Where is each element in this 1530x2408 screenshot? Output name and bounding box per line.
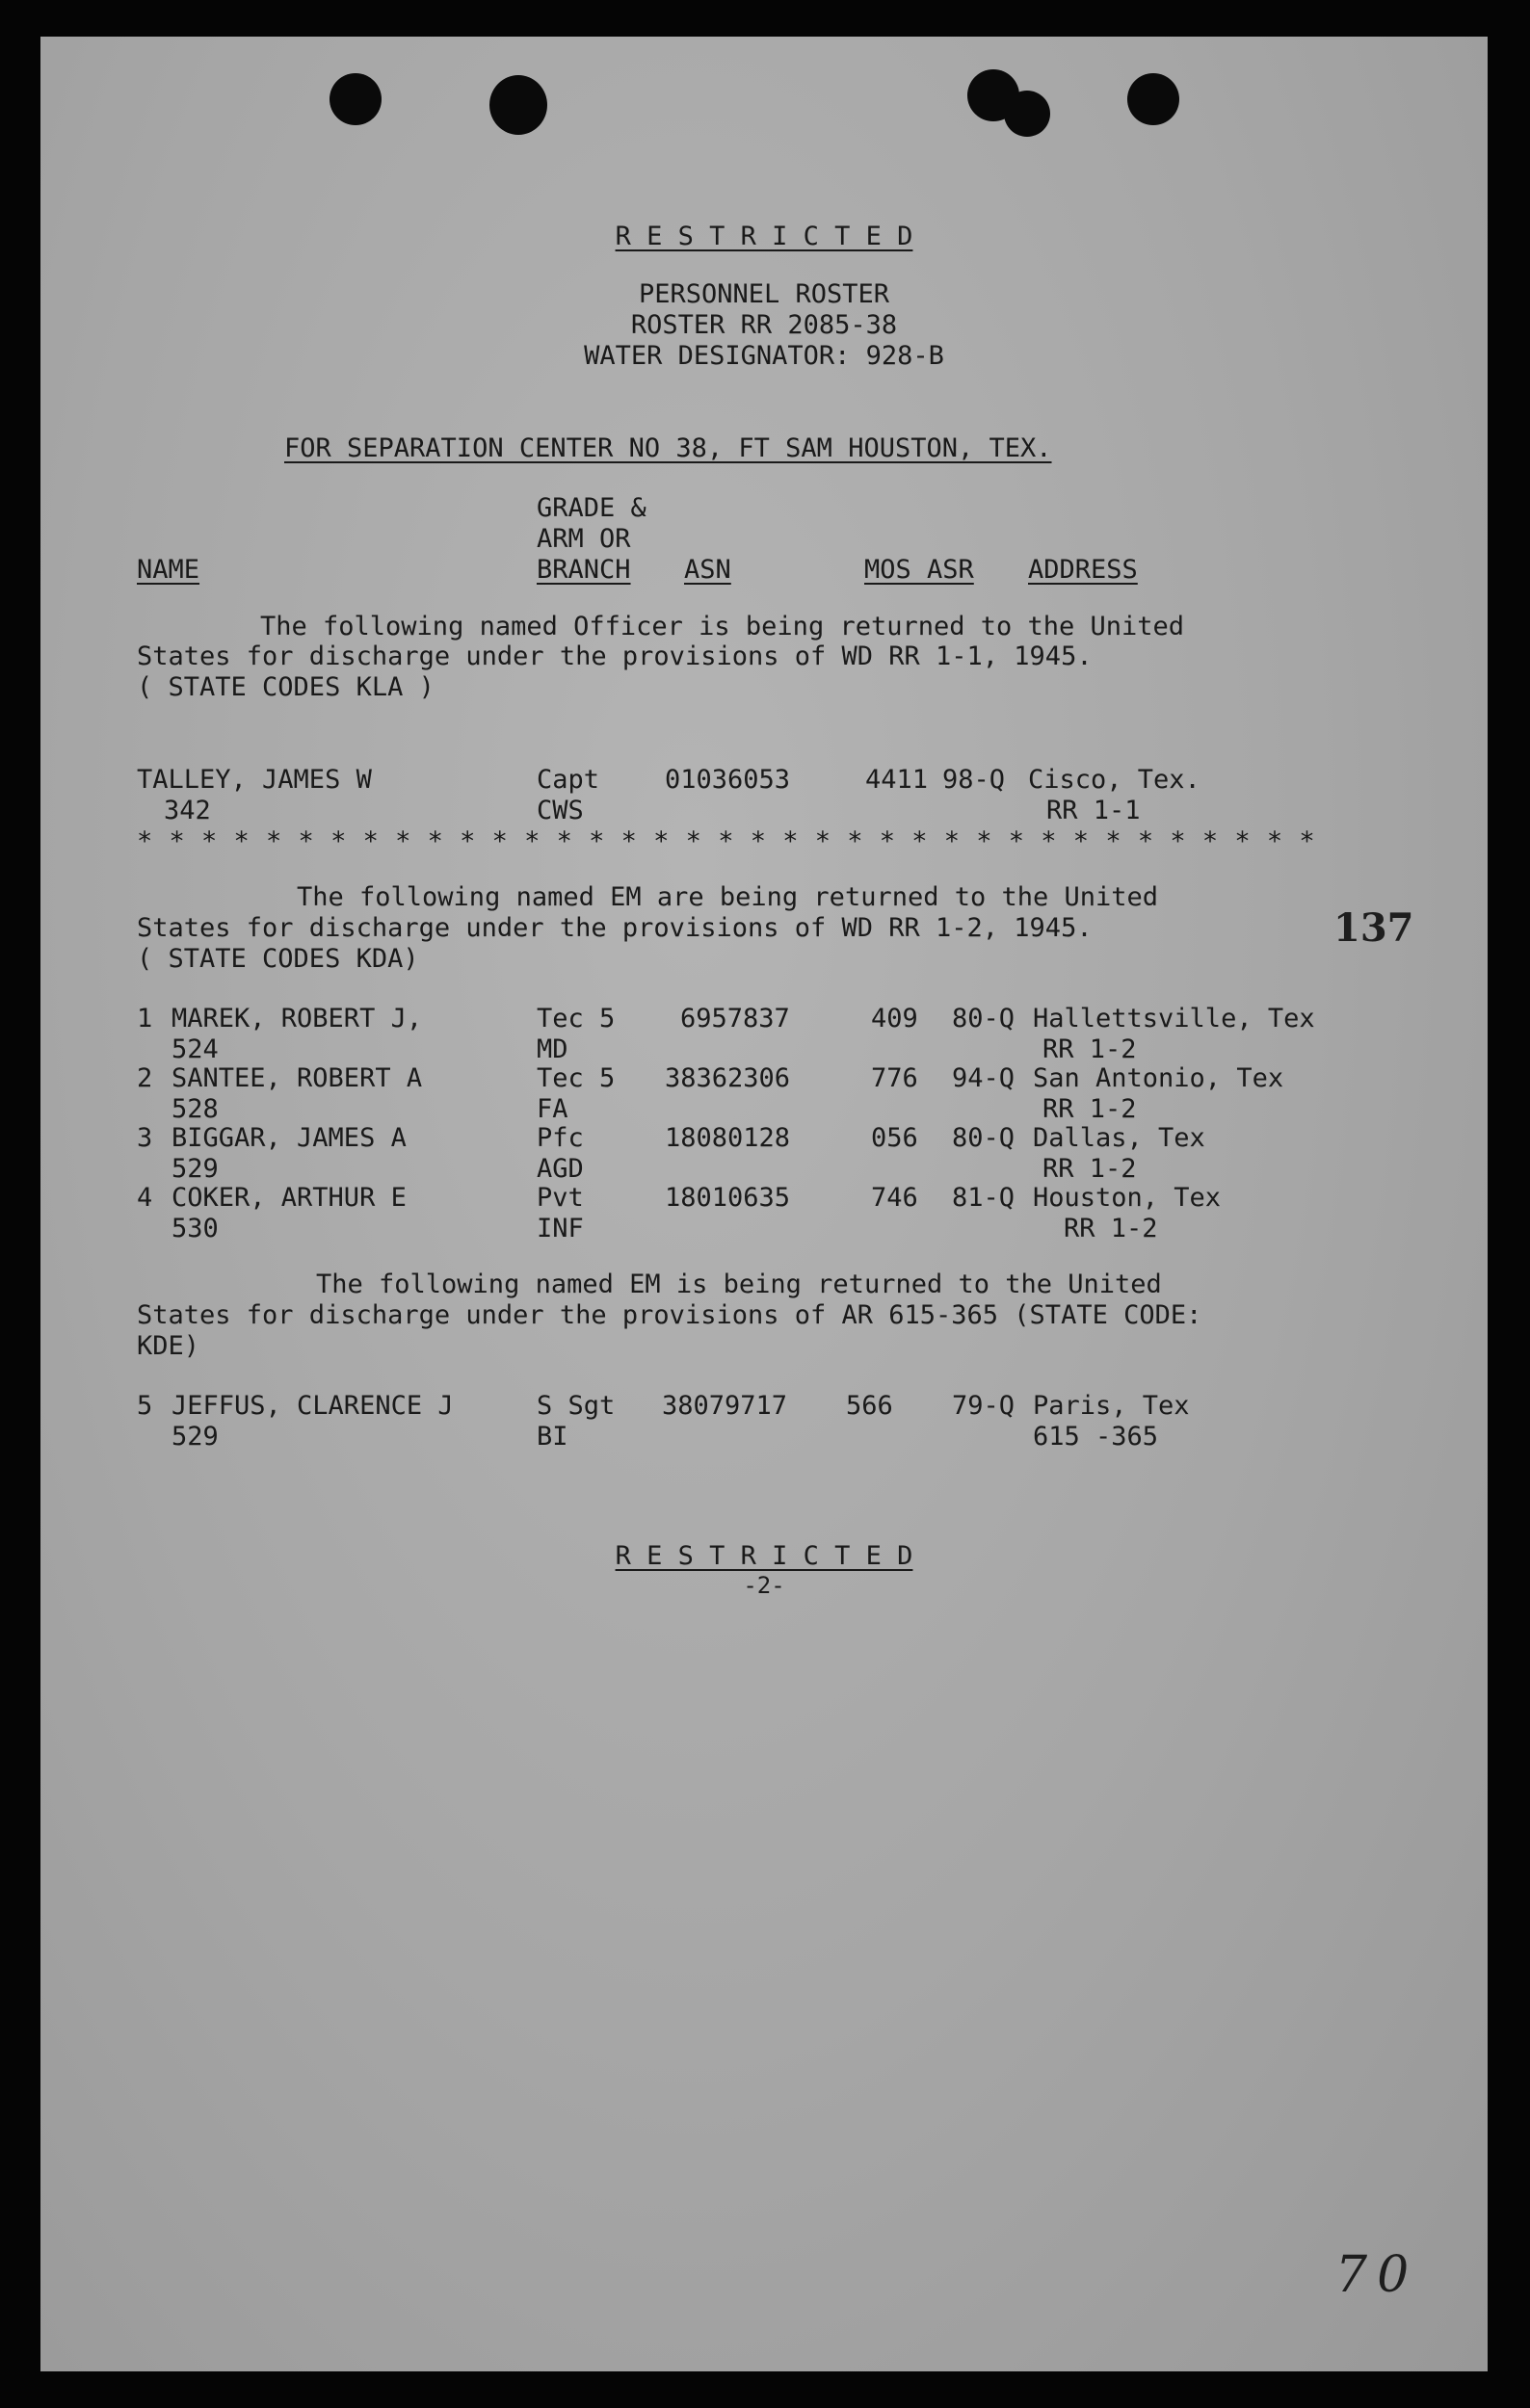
entry-branch: CWS xyxy=(537,796,584,825)
footer-page-number: -2- xyxy=(743,1572,785,1599)
entry-name: JEFFUS, CLARENCE J xyxy=(171,1391,454,1421)
entry-name: SANTEE, ROBERT A xyxy=(171,1063,423,1093)
entry-asr: 80-Q xyxy=(952,1004,1016,1034)
entry-code: 528 xyxy=(171,1094,219,1124)
section-intro-line: ( STATE CODES KLA ) xyxy=(137,672,435,702)
punch-hole xyxy=(1127,73,1179,125)
entry-authority: 615 -365 xyxy=(1033,1422,1159,1452)
entry-code: 342 xyxy=(164,796,211,825)
entry-code: 529 xyxy=(171,1422,219,1452)
water-designator: WATER DESIGNATOR: 928-B xyxy=(584,341,944,371)
entry-number: 1 xyxy=(137,1004,153,1034)
entry-authority: RR 1-2 xyxy=(1042,1094,1137,1124)
entry-address: Houston, Tex xyxy=(1033,1183,1222,1213)
column-mos-asr: MOS ASR xyxy=(864,555,974,585)
entry-number: 2 xyxy=(137,1063,153,1093)
column-asn: ASN xyxy=(684,555,731,585)
entry-mos: 4411 xyxy=(865,765,929,795)
entry-asr: 80-Q xyxy=(952,1123,1016,1153)
entry-code: 529 xyxy=(171,1154,219,1184)
section-intro-line: States for discharge under the provisions of WD RR 1-1, 1945. xyxy=(137,641,1093,671)
entry-asn: 38079717 xyxy=(662,1391,788,1421)
restricted-footer: R E S T R I C T E D xyxy=(615,1541,913,1571)
entry-asn: 6957837 xyxy=(680,1004,790,1034)
entry-grade: Tec 5 xyxy=(537,1063,616,1093)
entry-grade: Pvt xyxy=(537,1183,584,1213)
punch-hole xyxy=(489,75,547,135)
entry-asn: 38362306 xyxy=(665,1063,791,1093)
entry-name: BIGGAR, JAMES A xyxy=(171,1123,407,1153)
entry-asn: 18080128 xyxy=(665,1123,791,1153)
punch-hole xyxy=(330,73,382,125)
column-name: NAME xyxy=(137,555,200,585)
roster-title: PERSONNEL ROSTER xyxy=(638,279,890,309)
entry-asn: 01036053 xyxy=(665,765,791,795)
entry-authority: RR 1-2 xyxy=(1064,1214,1158,1243)
handwritten-page-number: 137 xyxy=(1333,905,1414,951)
entry-mos: 776 xyxy=(871,1063,918,1093)
entry-asr: 81-Q xyxy=(952,1183,1016,1213)
entry-branch: MD xyxy=(537,1034,568,1064)
section-intro-line: KDE) xyxy=(137,1331,200,1361)
entry-number: 3 xyxy=(137,1123,153,1153)
entry-address: Cisco, Tex. xyxy=(1028,765,1200,795)
entry-code: 524 xyxy=(171,1034,219,1064)
restricted-header: R E S T R I C T E D xyxy=(615,222,913,251)
entry-mos: 746 xyxy=(871,1183,918,1213)
entry-authority: RR 1-2 xyxy=(1042,1154,1137,1184)
separation-center-heading: FOR SEPARATION CENTER NO 38, FT SAM HOUSTON, TEX. xyxy=(284,433,1052,463)
punch-hole xyxy=(1004,91,1050,137)
entry-authority: RR 1-2 xyxy=(1042,1034,1137,1064)
entry-branch: BI xyxy=(537,1422,568,1452)
document-page xyxy=(40,37,1488,2371)
roster-number: ROSTER RR 2085-38 xyxy=(630,310,898,340)
entry-grade: Pfc xyxy=(537,1123,584,1153)
column-grade-line2: ARM OR xyxy=(537,524,631,554)
entry-asn: 18010635 xyxy=(665,1183,791,1213)
entry-number: 5 xyxy=(137,1391,153,1421)
section-intro-line: The following named EM is being returned to the United xyxy=(316,1269,1162,1299)
column-address: ADDRESS xyxy=(1028,555,1138,585)
entry-name: MAREK, ROBERT J, xyxy=(171,1004,423,1034)
entry-address: San Antonio, Tex xyxy=(1033,1063,1284,1093)
entry-code: 530 xyxy=(171,1214,219,1243)
entry-mos: 566 xyxy=(846,1391,893,1421)
entry-grade: Capt xyxy=(537,765,600,795)
column-grade-line1: GRADE & xyxy=(537,493,646,523)
entry-number: 4 xyxy=(137,1183,153,1213)
entry-asr: 98-Q xyxy=(942,765,1006,795)
entry-asr: 94-Q xyxy=(952,1063,1016,1093)
entry-address: Hallettsville, Tex xyxy=(1033,1004,1315,1034)
entry-branch: FA xyxy=(537,1094,568,1124)
entry-mos: 056 xyxy=(871,1123,918,1153)
handwritten-corner-number: 70 xyxy=(1335,2246,1419,2304)
entry-mos: 409 xyxy=(871,1004,918,1034)
entry-asr: 79-Q xyxy=(952,1391,1016,1421)
entry-name: COKER, ARTHUR E xyxy=(171,1183,407,1213)
section-intro-line: ( STATE CODES KDA) xyxy=(137,944,419,974)
section-intro-line: The following named EM are being returned to the United xyxy=(297,882,1159,912)
entry-branch: AGD xyxy=(537,1154,584,1184)
column-branch: BRANCH xyxy=(537,555,631,585)
entry-name: TALLEY, JAMES W xyxy=(137,765,372,795)
entry-grade: Tec 5 xyxy=(537,1004,616,1034)
asterisk-separator: * * * * * * * * * * * * * * * * * * * * * * * * * * * * * * * * * * * * * xyxy=(137,826,1316,856)
section-intro-line: The following named Officer is being returned to the United xyxy=(260,612,1185,641)
entry-grade: S Sgt xyxy=(537,1391,616,1421)
section-intro-line: States for discharge under the provisions of AR 615-365 (STATE CODE: xyxy=(137,1300,1202,1330)
entry-address: Dallas, Tex xyxy=(1033,1123,1205,1153)
entry-address: Paris, Tex xyxy=(1033,1391,1190,1421)
entry-branch: INF xyxy=(537,1214,584,1243)
entry-authority: RR 1-1 xyxy=(1046,796,1141,825)
section-intro-line: States for discharge under the provisions of WD RR 1-2, 1945. xyxy=(137,913,1093,943)
